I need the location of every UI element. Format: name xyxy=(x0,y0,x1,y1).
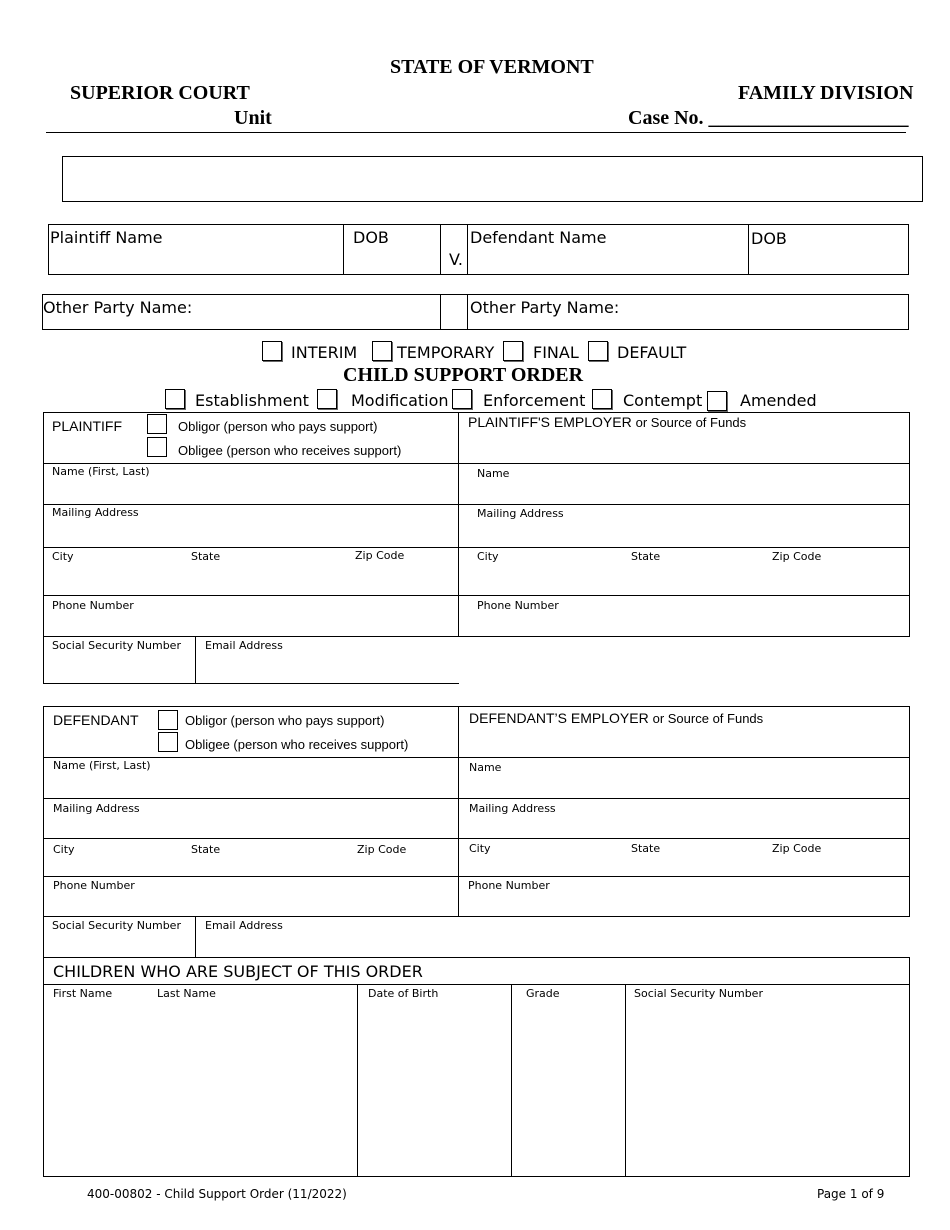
plaintiff-zip-field[interactable]: Zip Code xyxy=(355,549,405,562)
division-name: FAMILY DIVISION xyxy=(738,82,914,104)
defendant-employer-name-field[interactable]: Name xyxy=(469,761,502,774)
court-name: SUPERIOR COURT xyxy=(70,82,250,104)
defendant-employer-zip-field[interactable]: Zip Code xyxy=(772,842,822,855)
contempt-label: Contempt xyxy=(623,391,703,410)
contempt-checkbox[interactable] xyxy=(592,389,612,409)
defendant-obligor-label: Obligor (person who pays support) xyxy=(185,713,385,728)
plaintiff-ssn-field[interactable]: Social Security Number xyxy=(52,639,181,652)
plaintiff-state-field[interactable]: State xyxy=(191,550,221,563)
amended-label: Amended xyxy=(740,391,817,410)
unit-label: Unit xyxy=(234,107,272,129)
plaintiff-email-field[interactable]: Email Address xyxy=(205,639,283,652)
defendant-name-label: Defendant Name xyxy=(470,228,607,247)
child-last-name-header: Last Name xyxy=(157,987,216,1000)
defendant-employer-city-field[interactable]: City xyxy=(469,842,491,855)
plaintiff-employer-name-field[interactable]: Name xyxy=(477,467,510,480)
defendant-name-field[interactable]: Name (First, Last) xyxy=(53,759,151,772)
form-id: 400-00802 - Child Support Order (11/2022) xyxy=(87,1187,347,1201)
child-first-name-header: First Name xyxy=(53,987,113,1000)
establishment-checkbox[interactable] xyxy=(165,389,185,409)
defendant-ssn-field[interactable]: Social Security Number xyxy=(52,919,181,932)
header-divider xyxy=(46,132,906,133)
defendant-email-field[interactable]: Email Address xyxy=(205,919,283,932)
plaintiff-heading: PLAINTIFF xyxy=(52,418,123,434)
plaintiff-name-field[interactable]: Name (First, Last) xyxy=(52,465,150,478)
defendant-state-field[interactable]: State xyxy=(191,843,221,856)
caption-box[interactable] xyxy=(62,156,923,202)
plaintiff-employer-mailing-field[interactable]: Mailing Address xyxy=(477,507,564,520)
final-label: FINAL xyxy=(533,343,579,362)
child-ssn-header: Social Security Number xyxy=(634,987,763,1000)
defendant-obligee-checkbox[interactable] xyxy=(158,732,178,752)
default-checkbox[interactable] xyxy=(588,341,608,361)
defendant-employer-heading: DEFENDANT’S EMPLOYER or Source of Funds xyxy=(469,710,764,726)
child-grade-header: Grade xyxy=(526,987,560,1000)
other-party-right-label: Other Party Name: xyxy=(470,298,620,317)
defendant-dob-label: DOB xyxy=(751,229,787,248)
defendant-heading: DEFENDANT xyxy=(53,712,139,728)
enforcement-label: Enforcement xyxy=(483,391,586,410)
modification-checkbox[interactable] xyxy=(317,389,337,409)
interim-checkbox[interactable] xyxy=(262,341,282,361)
plaintiff-phone-field[interactable]: Phone Number xyxy=(52,599,134,612)
plaintiff-name-label: Plaintiff Name xyxy=(50,228,163,247)
case-number: Case No. ____________________ xyxy=(628,107,909,129)
plaintiff-city-field[interactable]: City xyxy=(52,550,74,563)
plaintiff-obligor-label: Obligor (person who pays support) xyxy=(178,419,378,434)
plaintiff-mailing-field[interactable]: Mailing Address xyxy=(52,506,139,519)
defendant-obligor-checkbox[interactable] xyxy=(158,710,178,730)
establishment-label: Establishment xyxy=(195,391,309,410)
defendant-employer-phone-field[interactable]: Phone Number xyxy=(468,879,550,892)
default-label: DEFAULT xyxy=(617,343,687,362)
plaintiff-obligor-checkbox[interactable] xyxy=(147,414,167,434)
defendant-obligee-label: Obligee (person who receives support) xyxy=(185,737,409,752)
temporary-checkbox[interactable] xyxy=(372,341,392,361)
plaintiff-employer-state-field[interactable]: State xyxy=(631,550,661,563)
child-dob-header: Date of Birth xyxy=(368,987,439,1000)
defendant-employer-mailing-field[interactable]: Mailing Address xyxy=(469,802,556,815)
temporary-label: TEMPORARY xyxy=(397,343,495,362)
children-heading: CHILDREN WHO ARE SUBJECT OF THIS ORDER xyxy=(53,962,423,981)
defendant-zip-field[interactable]: Zip Code xyxy=(357,843,407,856)
defendant-phone-field[interactable]: Phone Number xyxy=(53,879,135,892)
final-checkbox[interactable] xyxy=(503,341,523,361)
defendant-employer-state-field[interactable]: State xyxy=(631,842,661,855)
plaintiff-employer-city-field[interactable]: City xyxy=(477,550,499,563)
page-number: Page 1 of 9 xyxy=(817,1187,885,1201)
modification-label: Modification xyxy=(351,391,449,410)
defendant-city-field[interactable]: City xyxy=(53,843,75,856)
state-title: STATE OF VERMONT xyxy=(390,56,594,78)
plaintiff-obligee-label: Obligee (person who receives support) xyxy=(178,443,402,458)
plaintiff-employer-zip-field[interactable]: Zip Code xyxy=(772,550,822,563)
versus-label: V. xyxy=(449,250,463,269)
defendant-mailing-field[interactable]: Mailing Address xyxy=(53,802,140,815)
order-title: CHILD SUPPORT ORDER xyxy=(343,364,584,386)
plaintiff-employer-phone-field[interactable]: Phone Number xyxy=(477,599,559,612)
plaintiff-employer-heading: PLAINTIFF'S EMPLOYER or Source of Funds xyxy=(468,414,747,430)
amended-checkbox[interactable] xyxy=(707,391,727,411)
plaintiff-obligee-checkbox[interactable] xyxy=(147,437,167,457)
interim-label: INTERIM xyxy=(291,343,358,362)
enforcement-checkbox[interactable] xyxy=(452,389,472,409)
plaintiff-dob-label: DOB xyxy=(353,228,389,247)
other-party-left-label: Other Party Name: xyxy=(43,298,193,317)
